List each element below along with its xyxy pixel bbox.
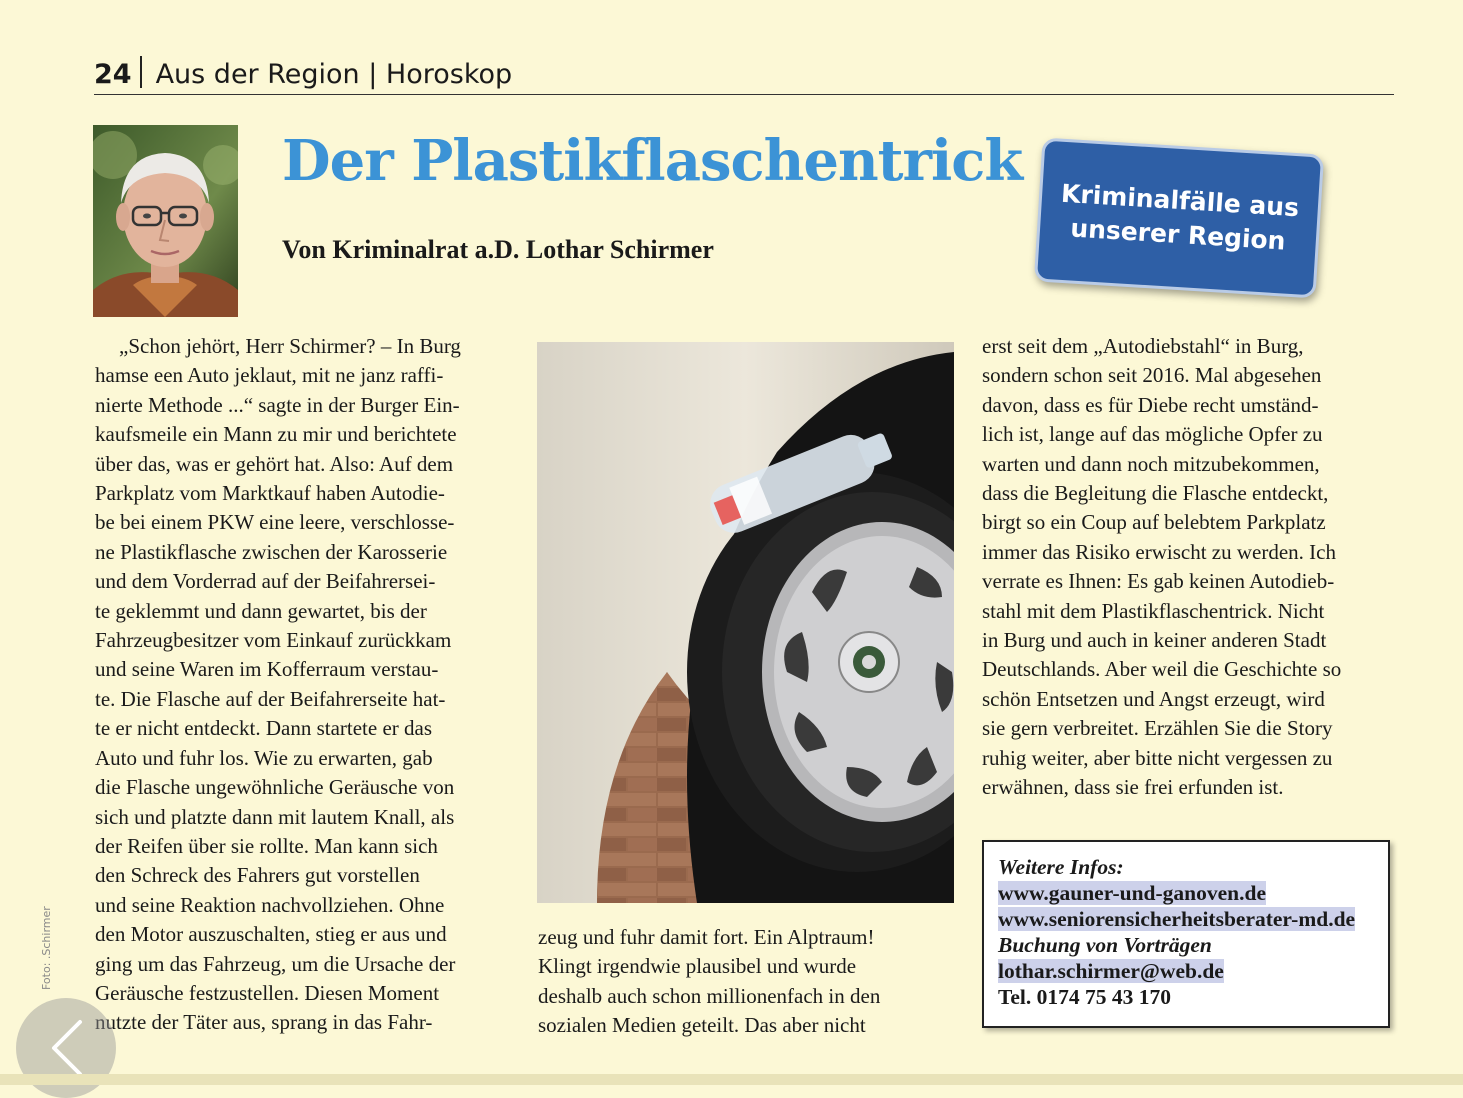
text-line: sozialen Medien geteilt. Das aber nicht [538, 1013, 866, 1038]
text-line: Klingt irgendwie plausibel und wurde [538, 954, 857, 979]
text-line: und seine Waren im Kofferraum verstau- [95, 657, 439, 682]
text-line: Auto und fuhr los. Wie zu erwarten, gab [95, 745, 433, 770]
text-line: ging um das Fahrzeug, um die Ursache der [95, 951, 456, 976]
text-line: die Flasche ungewöhnliche Geräusche von [95, 775, 455, 800]
text-line: sich und platzte dann mit lautem Knall, als [95, 804, 455, 829]
text-line: immer das Risiko erwischt zu werden. Ich [982, 539, 1336, 564]
text-line: schön Entsetzen und Angst erzeugt, wird [982, 686, 1325, 711]
text-line: nierte Methode ...“ sagte in der Burger Ein- [95, 392, 460, 417]
article-byline: Von Kriminalrat a.D. Lothar Schirmer [282, 235, 714, 264]
text-line: deshalb auch schon millionenfach in den [538, 983, 881, 1008]
text-line: „Schon jehört, Herr Schirmer? – In Burg [119, 334, 461, 358]
text-line: Geräusche festzustellen. Diesen Moment [95, 980, 440, 1005]
photo-credit: Foto: .Schirmer [40, 906, 53, 990]
page-header [94, 56, 1394, 95]
text-line: birgt so ein Coup auf belebtem Parkplatz [982, 510, 1326, 535]
header-divider [140, 56, 142, 88]
article-column-2 [538, 923, 952, 1041]
text-line: te geklemmt und dann gewartet, bis der [95, 598, 427, 623]
text-line: davon, dass es für Diebe recht umständ- [982, 392, 1319, 417]
text-line: warten und dann noch mitzubekommen, [982, 451, 1320, 476]
phone-number: Tel. 0174 75 43 170 [998, 985, 1172, 1009]
info-box [982, 840, 1390, 1028]
text-line: hamse een Auto jeklaut, mit ne janz raffi- [95, 363, 444, 388]
text-line: erst seit dem „Autodiebstahl“ in Burg, [982, 334, 1304, 358]
text-line: Deutschlands. Aber weil die Geschichte so [982, 657, 1342, 682]
booking-label: Buchung von Vorträgen [998, 933, 1212, 957]
info-heading: Weitere Infos: [998, 855, 1124, 879]
text-line: in Burg und auch in keiner anderen Stadt [982, 628, 1327, 653]
category-badge: Kriminalfälle aus unserer Region [1034, 138, 1324, 299]
text-line: dass die Begleitung die Flasche entdeckt, [982, 481, 1329, 506]
text-line: kaufsmeile ein Mann zu mir und berichtete [95, 422, 457, 447]
text-line: te er nicht entdeckt. Dann startete er das [95, 716, 433, 741]
text-line: über das, was er gehört hat. Also: Auf dem [95, 451, 454, 476]
author-portrait [93, 125, 238, 317]
section-title: Aus der Region | Horoskop [155, 59, 513, 90]
text-line: lich ist, lange auf das mögliche Opfer zu [982, 422, 1323, 447]
text-line: erwähnen, dass sie frei erfunden ist. [982, 775, 1284, 800]
website-link-2[interactable]: www.seniorensicherheitsberater-md.de [998, 907, 1356, 931]
text-line: ruhig weiter, aber bitte nicht vergessen zu [982, 745, 1333, 770]
page-number: 24 [94, 59, 132, 90]
text-line: be bei einem PKW eine leere, verschlosse- [95, 510, 455, 535]
text-line: stahl mit dem Plastikflaschentrick. Nicht [982, 598, 1325, 623]
email-link[interactable]: lothar.schirmer@web.de [998, 959, 1224, 983]
text-line: und seine Reaktion nachvollziehen. Ohne [95, 892, 445, 917]
text-line: den Schreck des Fahrers gut vorstellen [95, 863, 420, 888]
text-line: Fahrzeugbesitzer vom Einkauf zurückkam [95, 628, 452, 653]
text-line: zeug und fuhr damit fort. Ein Alptraum! [538, 925, 875, 949]
text-line: te. Die Flasche auf der Beifahrerseite hat- [95, 686, 446, 711]
website-link-1[interactable]: www.gauner-und-ganoven.de [998, 881, 1266, 905]
tire-photo [537, 342, 954, 903]
text-line: sondern schon seit 2016. Mal abgesehen [982, 363, 1322, 388]
text-line: ne Plastikflasche zwischen der Karosserie [95, 539, 448, 564]
text-line: nutzte der Täter aus, sprang in das Fahr- [95, 1010, 433, 1035]
footer-strip [0, 1074, 1463, 1085]
text-line: den Motor auszuschalten, stieg er aus und [95, 922, 447, 947]
chevron-left-icon [48, 1018, 88, 1078]
article-column-1 [95, 332, 509, 1038]
article-title: Der Plastikflaschentrick [282, 128, 1023, 194]
text-line: und dem Vorderrad auf der Beifahrersei- [95, 569, 436, 594]
article-column-3 [982, 332, 1395, 803]
text-line: verrate es Ihnen: Es gab keinen Autodieb- [982, 569, 1335, 594]
text-line: sie gern verbreitet. Erzählen Sie die Story [982, 716, 1333, 741]
text-line: Parkplatz vom Marktkauf haben Autodie- [95, 481, 445, 506]
text-line: der Reifen über sie rollte. Man kann sich [95, 833, 438, 858]
